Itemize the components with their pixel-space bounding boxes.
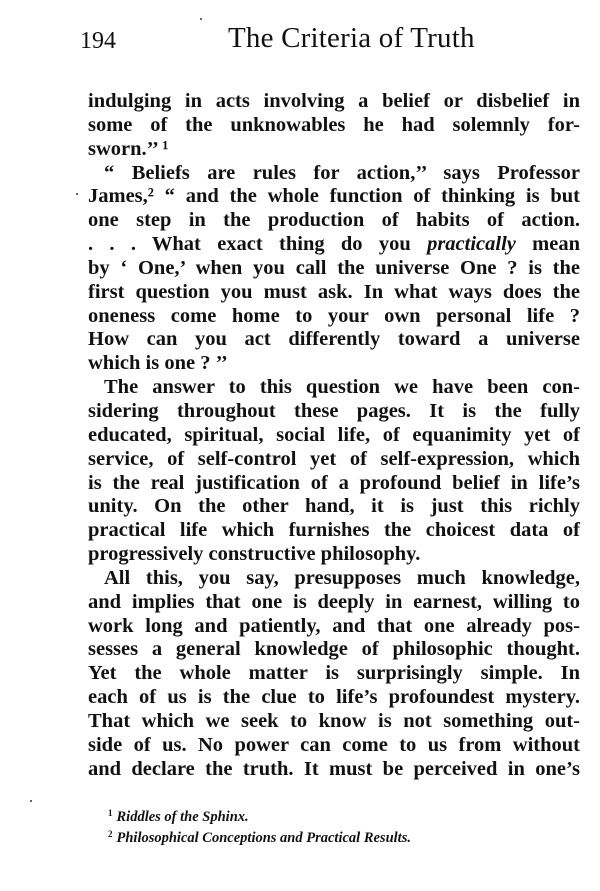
scan-speck (200, 18, 202, 20)
body-text (88, 90, 580, 781)
text-segment: practically (427, 233, 516, 256)
text-line (88, 209, 580, 233)
text-segment: one step in the production of habits of action. (88, 209, 580, 232)
running-title: The Criteria of Truth (228, 22, 475, 54)
text-segment: All this, you say, presupposes much knowledge, (104, 566, 580, 589)
text-line (88, 448, 580, 472)
text-segment: “ Beliefs are rules for action,’’ says Professor (104, 161, 580, 184)
text-line (88, 281, 580, 305)
text-line (88, 638, 580, 662)
text-segment: work long and patiently, and that one already pos- (88, 614, 580, 637)
text-segment: side of us. No power can come to us from without (88, 733, 580, 756)
page-number: 194 (80, 28, 116, 54)
text-line (88, 591, 580, 615)
text-line (88, 662, 580, 686)
text-segment: some of the unknowables he had solemnly for- (88, 113, 580, 136)
text-line (88, 328, 580, 352)
text-segment: sworn.’’ ¹ (88, 137, 169, 160)
text-line (88, 114, 580, 138)
text-line (88, 400, 580, 424)
text-line (88, 162, 580, 186)
footnote-1 (108, 808, 249, 826)
footnote-text: Philosophical Conceptions and Practical Results. (116, 830, 411, 846)
text-segment: first question you must ask. In what ways does the (88, 280, 580, 303)
text-segment: The answer to this question we have been con- (104, 376, 580, 399)
text-segment: each of us is the clue to life’s profoundest mystery. (88, 686, 580, 709)
text-line (88, 567, 580, 591)
text-segment: service, of self-control yet of self-expression, which (88, 447, 580, 470)
footnote-mark: 1 (108, 808, 113, 818)
text-line (88, 185, 580, 209)
scan-speck (30, 800, 32, 802)
text-segment: James,² “ and the whole function of thinking is but (88, 185, 580, 208)
page-header (80, 22, 580, 62)
text-line (88, 90, 580, 114)
text-segment: . . . What exact thing do you (88, 233, 428, 256)
text-segment: and implies that one is deeply in earnest, willing to (88, 590, 580, 613)
text-segment: which is one ? ’’ (88, 352, 228, 375)
text-segment: sidering throughout these pages. It is the fully (88, 399, 580, 422)
text-segment: sesses a general knowledge of philosophic thought. (88, 638, 580, 661)
text-line (88, 472, 580, 496)
text-segment: How can you act differently toward a universe (88, 328, 580, 351)
text-line (88, 734, 580, 758)
text-segment: That which we seek to know is not something out- (88, 709, 580, 732)
footnote-2 (108, 829, 411, 847)
text-segment: unity. On the other hand, it is just this richly (88, 495, 580, 518)
text-segment: mean (515, 233, 581, 256)
text-line (88, 495, 580, 519)
text-line (88, 138, 580, 162)
text-segment: educated, spiritual, social life, of equanimity yet of (88, 423, 580, 446)
text-line (88, 519, 580, 543)
text-line (88, 615, 580, 639)
text-segment: practical life which furnishes the choicest data of (88, 519, 580, 542)
scan-speck (76, 193, 78, 195)
text-segment: oneness come home to your own personal life ? (88, 304, 580, 327)
footnote-text: Riddles of the Sphinx. (116, 809, 249, 825)
text-line (88, 376, 580, 400)
text-segment: and declare the truth. It must be perceived in one’s (88, 757, 580, 780)
text-line (88, 352, 580, 376)
text-line (88, 710, 580, 734)
text-line (88, 758, 580, 782)
text-line (88, 686, 580, 710)
footnote-mark: 2 (108, 829, 113, 839)
text-line (88, 424, 580, 448)
text-line (88, 543, 580, 567)
text-segment: by ‘ One,’ when you call the universe One ? is the (88, 256, 580, 279)
text-segment: indulging in acts involving a belief or disbelief in (88, 90, 580, 112)
text-line (88, 305, 580, 329)
text-line (88, 257, 580, 281)
text-segment: progressively constructive philosophy. (88, 543, 421, 566)
text-segment: is the real justification of a profound belief in life’s (88, 471, 580, 494)
text-segment: Yet the whole matter is surprisingly simple. In (88, 662, 580, 685)
text-line (88, 233, 580, 257)
